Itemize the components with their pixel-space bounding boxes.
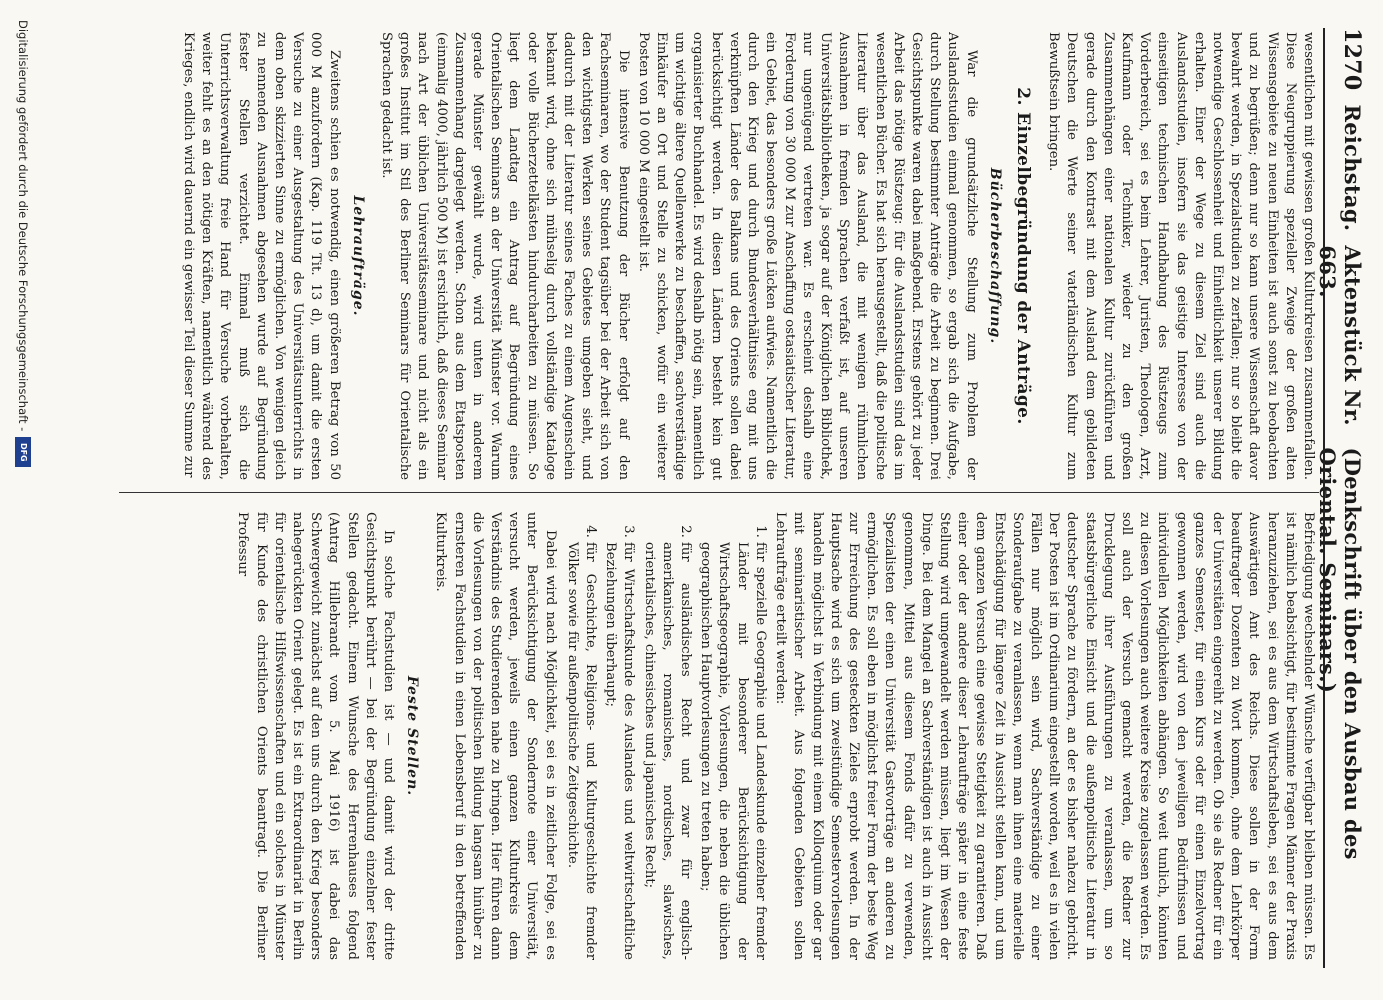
section-title: 2. Einzelbegründung der Anträge. [1012, 87, 1033, 425]
list-item: 1. für spezielle Geographie und Landeskunde einzelner fremder Länder mit besonderer Berücksichtigung der Wirtschaftsgeographie, Vorlesungen, die neben die üblichen geographischen Hauptvorlesungen zu treten haben; [696, 542, 769, 960]
list-item: 4. für Geschichte, Religions- und Kulturgeschichte fremder Völker sowie für außenpolitische Zeitgeschichte. [563, 542, 599, 960]
paragraph: War die grundsätzliche Stellung zum Problem der Auslandsstudien einmal genommen, so ergab sich die Aufgabe, durch Stellung bestimmter Anträge die Arbeit zu beginnen. Drei Gesichtspunkte waren dabei maßgebend. Erstens gehört zu jeder Arbeit das nötige Rüstzeug: für die Auslandsstudien sind das im wesentlichen Bücher. Es hat sich herausgestellt, daß die politische Literatur über das Ausland, die mit wenigen rühmlichen Ausnahmen in fremden Sprachen verfaßt ist, auf unseren Universitätsbibliotheken, ja sogar auf der Königlichen Bibliothek, nur ungenügend vertreten war. Es erscheint deshalb eine Forderung von 30 000 M zur Anschaffung ostasiatischer Literatur, ein Gebiet, das besonders große Lücken aufwies. Namentlich die durch den Krieg und durch Bundesverhältnisse eng mit uns verknüpften Länder des Balkans und des Orients sollen dabei berücksichtigt werden. In diesen Ländern besteht kein gut organisierter Buchhandel. Es wird deshalb nötig sein, namentlich um wichtige ältere Quellenwerke zu beschaffen, sachverständige Einkäufer an Ort und Stelle zu schicken, wofür ein weiterer Posten von 10 000 M eingestellt ist. [635, 32, 979, 480]
document-subtitle: (Denkschrift über den Ausbau des Oriental. Seminars.) [1315, 447, 1365, 860]
paragraph: Zweitens schien es notwendig, einen größeren Betrag von 50 000 M anzufordern (Kap. 119 Tit. 13 d), um damit die ersten Versuche zu einer Ausgestaltung des Universitätsunterrichts in dem oben skizzierten Sinne zu ermöglichen. Von wenigen gleich zu nennenden Ausnahmen abgesehen wurde auf Begründung fester Stellen verzichtet. Einmal muß sich die Unterrichtsverwaltung freie Hand für Versuche vorbehalten, weiter fehlt es an den nötigen Kräften, namentlich während des Krieges, endlich wird dauernd ein gewisser Teil dieser Summe zur [181, 32, 342, 480]
document-number: Aktenstück Nr. 663. [1315, 245, 1365, 426]
page-number: 1270 [1339, 28, 1365, 91]
paragraph: Die intensive Benutzung der Bücher erfolgt auf den Fachseminaren, wo der Student tagsüber bei der Arbeit sich von den wichtigsten Werken seines Gebietes umgeben sieht, und dadurch mit der Literatur seines Faches zu einem Augenschein bekannt wird, ohne sich mühselig durch vollständige Kataloge oder volle Bücherzettelkästen hindurcharbeiten zu müssen. So liegt dem Landtag ein Antrag auf Begründung eines Orientalischen Seminars an der Universität Münster vor. Warum gerade Münster gewählt wurde, wird unten in anderem Zusammenhang dargelegt werden. Schon aus dem Etatsposten (einmalig 4000, jährlich 500 M) ist ersichtlich, daß dieses Seminar nach Art der üblichen Universitätsseminare und nicht als ein großes Institut im Stil des Berliner Seminars für Orientalische Sprachen gedacht ist. [379, 32, 631, 480]
paragraph: In solche Fachstudien ist — und damit wird der dritte Gesichtspunkt berührt — bei der Begründung einzelner fester Stellen gedacht. Einem Wunsche des Herrenhauses folgend (Antrag Hillebrandt vom 5. Mai 1916) ist dabei das Schwergewicht zunächst auf den uns durch den Krieg besonders nahegerückten Orient gelegt. Es ist ein Extraordinariat in Berlin für orientalische Hilfswissenschaften und ein solches in Münster für Kunde des christlichen Orients beantragt. Die Berliner Professur [235, 512, 397, 960]
subject-list [563, 512, 769, 960]
dfg-logo-icon: DFG [15, 437, 31, 467]
left-column [107, 32, 1317, 480]
paragraph: Befriedigung wechselnder Wünsche verfügbar bleiben müssen. Es ist nämlich beabsichtigt, für bestimmte Fragen Männer der Praxis heranzuziehen, sei es aus dem Wirtschaftsleben, sei es aus dem Auswärtigen Amt des Reichs. Diese sollen in der Form beauftragter Dozenten zu Wort kommen, ohne dem Lehrkörper der Universitäten eingereiht zu werden. Ob sie als Redner für ein ganzes Semester, für einen Kurs oder für einen Einzelvortrag gewonnen werden, wird von den jeweiligen Bedürfnissen und individuellen Möglichkeiten abhängen. So weit tunlich, könnten zu diesen Vorlesungen auch weitere Kreise zugelassen werden. Es soll auch der Versuch gemacht werden, die Redner zur Drucklegung ihrer Ausführungen zu veranlassen, um so staatsbürgerliche Einsicht und die außenpolitische Literatur in deutscher Sprache zu fördern, an der es bisher nahezu gebricht. Der Posten ist im Ordinarium eingestellt worden, weil es in vielen Fällen nur möglich sein wird, Sachverständige zu einer Sonderaufgabe zu veranlassen, wenn man ihnen eine materielle Entschädigung für längere Zeit in Aussicht stellen kann, und um dem ganzen Versuch eine gewisse Stetigkeit zu garantieren. Daß einer oder der andere dieser Lehraufträge später in eine feste Stellung wird umgewandelt werden müssen, liegt im Wesen der Dinge. Bei dem Mangel an Sachverständigen ist auch in Aussicht genommen, Mittel aus diesem Fonds dafür zu verwenden, Spezialisten der einen Universität Gastvorträge an anderen zu ermöglichen. Es soll eben in möglichst freier Form der beste Weg zur Erreichung des gesteckten Zieles erprobt werden. In der Hauptsache wird es sich um zweistündige Semestervorlesungen handeln möglichst in Verbindung mit einem Kolloquium oder gar mit seminaristischer Arbeit. Aus folgenden Gebieten sollen Lehraufträge erteilt werden: [773, 512, 1316, 960]
subheading-lehrauftraege: Lehraufträge. [349, 195, 366, 317]
right-column [107, 512, 1317, 960]
column-divider [119, 492, 1319, 493]
paragraph: Dabei wird nach Möglichkeit, sei es in zeitlicher Folge, sei es unter Berücksichtigung der Sondernote einer Universität, versucht werden, jeweils einen ganzen Kulturkreis dem Verständnis des Studierenden nahe zu bringen. Hier führen dann die Vorlesungen von der politischen Bildung langsam hinüber zu ernsteren Fachstudien in einen Lebensberuf in den betreffenden Kulturkreis. [433, 512, 558, 960]
credit-text: Digitalisierung gefördert durch die Deutsche Forschungsgemeinschaft - [16, 20, 30, 432]
paragraph-intro: wesentlichen mit gewissen großen Kulturkreisen zusammenfallen. Diese Neugruppierung spezieller Zweige der großen alten Wissensgebiete zu neuen Einheiten ist auch sonst zu beobachten und zu begrüßen; denn nur so kann unsere Wissenschaft davor bewahrt werden, in Spezialstudien zu zerfallen; nur so bleibt die notwendige Geschlossenheit und Einheitlichkeit unserer Bildung erhalten. Einer der Wege zu diesem Ziel sind auch die Auslandsstudien, insofern sie das geistige Interesse von der einseitigen technischen Handhabung des Rüstzeugs zum Vorderbereich, sei es beim Lehrer, Juristen, Theologen, Arzt, Kaufmann oder Techniker, wieder zu den großen Zusammenhängen einer nationalen Kultur zurückführen und gerade durch den Kontrast mit dem Ausland dem gebildeten Deutschen die Werte seiner vaterländischen Kultur zum Bewußtsein bringen. [1046, 32, 1316, 480]
header-rule [1323, 28, 1325, 968]
digitization-credit [12, 20, 34, 980]
page-header [1315, 28, 1365, 968]
subheading-buecherbeschaffung: Bücherbeschaffung. [986, 167, 1003, 345]
subheading-feste-stellen: Feste Stellen. [404, 675, 421, 797]
publication-title: Reichstag. [1340, 104, 1365, 232]
list-item: 2. für ausländisches Recht und zwar für englisch-amerikanisches, romanisches, nordisches, slawisches, orientalisches, chinesisches und japanisches Recht; [639, 542, 694, 960]
list-item: 3. für Wirtschaftskunde des Auslandes und weltwirtschaftliche Beziehungen überhaupt; [601, 542, 637, 960]
